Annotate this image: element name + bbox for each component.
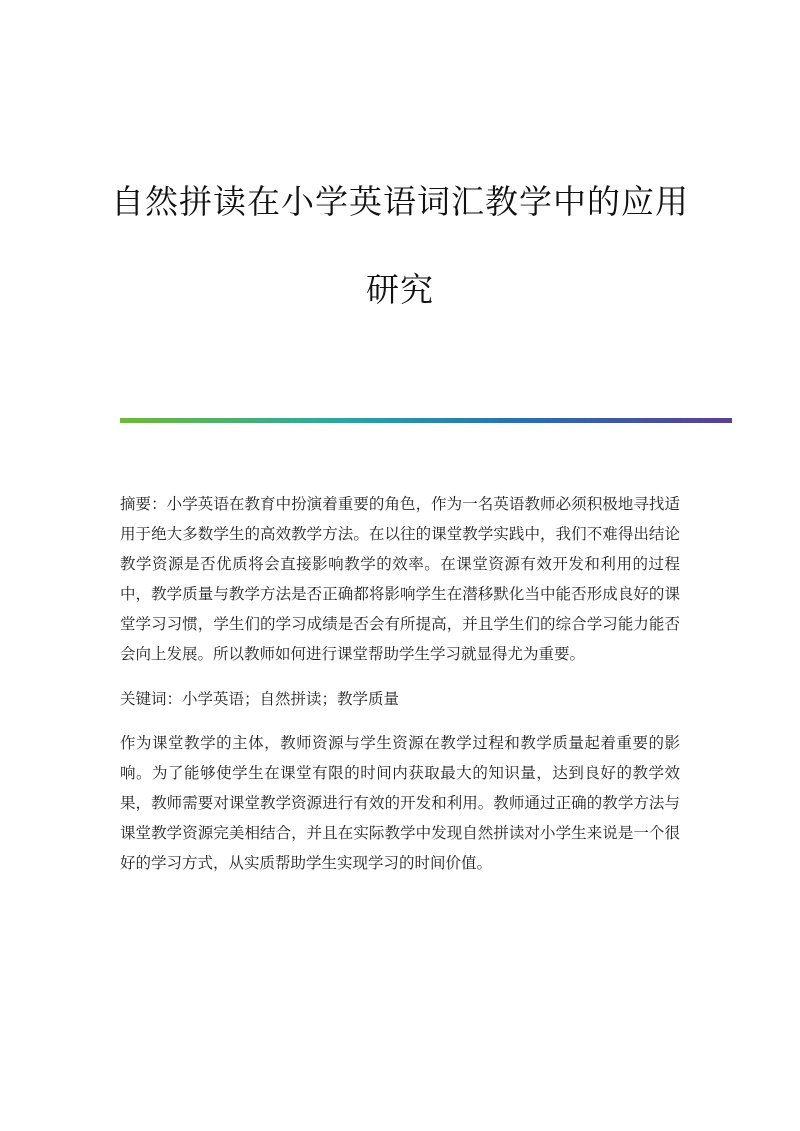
title-line-2: 研究 (366, 270, 434, 309)
keywords-label: 关键词： (120, 690, 183, 708)
keywords-line (120, 684, 680, 714)
keywords-text: 小学英语；自然拼读；教学质量 (182, 690, 400, 708)
abstract-paragraph (120, 489, 680, 669)
title-line-1: 自然拼读在小学英语词汇教学中的应用 (111, 182, 689, 221)
abstract-text: 小学英语在教育中扮演着重要的角色，作为一名英语教师必须积极地寻找适用于绝大多数学生的高效教学方法。在以往的课堂教学实践中，我们不难得出结论教学资源是否优质将会直接影响教学的效率。在课堂资源有效开发和利用的过程中，教学质量与教学方法是否正确都将影响学生在潜移默化当中能否形成良好的课堂学习习惯，学生们的学习成绩是否会有所提高，并且学生们的综合学习能力能否会向上发展。所以教师如何进行课堂帮助学生学习就显得尤为重要。 (120, 495, 680, 663)
document-body (120, 489, 680, 892)
title-divider (120, 418, 732, 423)
body-paragraph-1: 作为课堂教学的主体，教师资源与学生资源在教学过程和教学质量起着重要的影响。为了能够使学生在课堂有限的时间内获取最大的知识量，达到良好的教学效果，教师需要对课堂教学资源进行有效的开发和利用。教师通过正确的教学方法与课堂教学资源完美相结合，并且在实际教学中发现自然拼读对小学生来说是一个很好的学习方式，从实质帮助学生实现学习的时间价值。 (120, 734, 680, 872)
document-title (0, 180, 800, 312)
abstract-label: 摘要： (120, 495, 167, 513)
